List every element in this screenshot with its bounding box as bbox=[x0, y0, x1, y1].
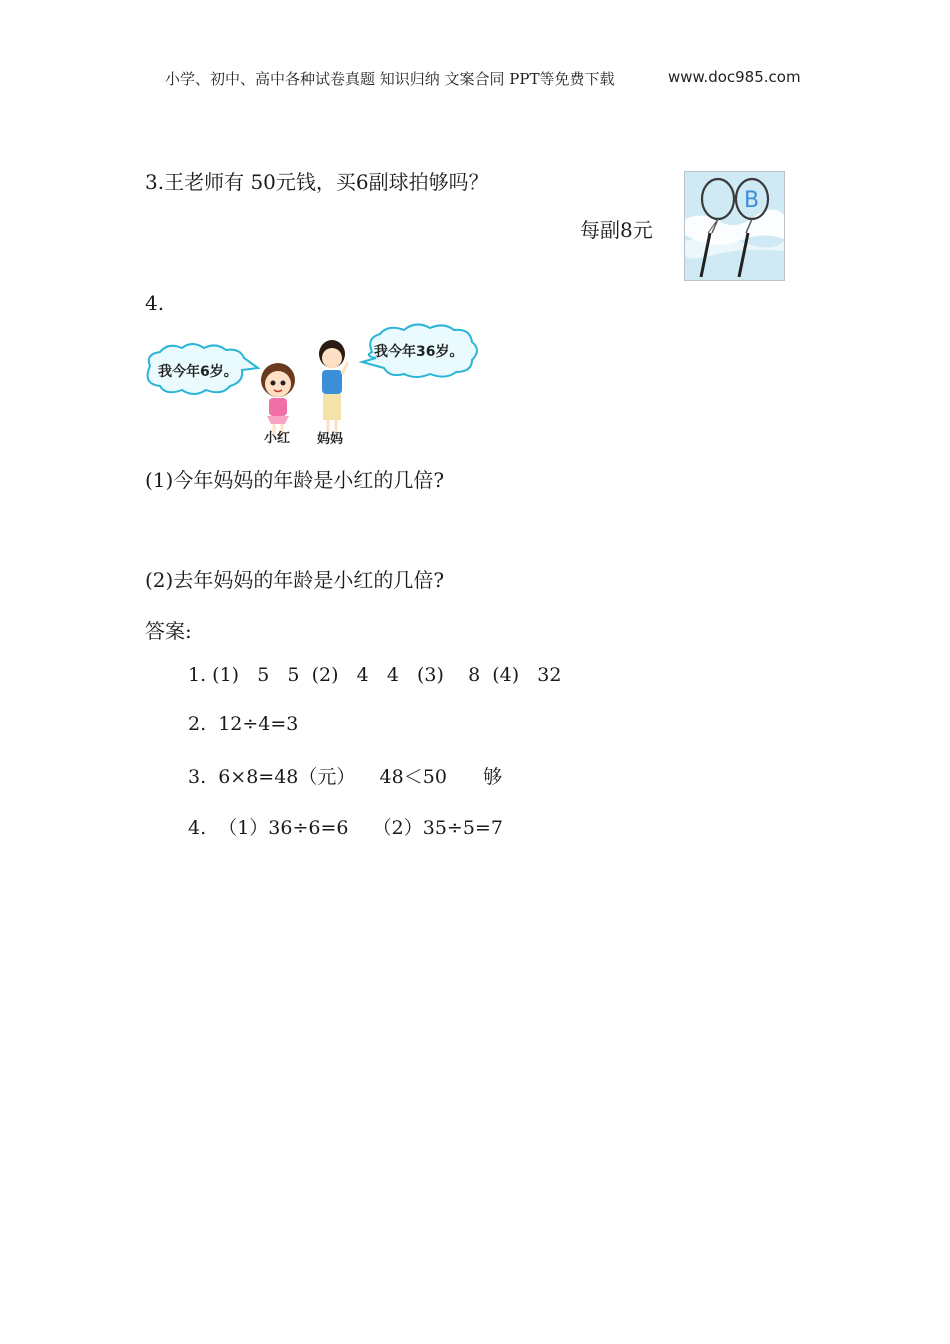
answer-line-2: 2. 12÷4=3 bbox=[188, 713, 299, 735]
answer-line-1: 1. (1) 5 5 (2) 4 4 (3) 8 (4) 32 bbox=[188, 664, 562, 686]
girl-figure bbox=[261, 363, 295, 434]
question-3: 3.王老师有 50元钱，买6副球拍够吗？ bbox=[145, 170, 489, 194]
mother-figure bbox=[319, 340, 348, 432]
answer-line-3: 3. 6×8=48（元） 48＜50 够 bbox=[188, 766, 503, 788]
age-illustration bbox=[140, 316, 490, 451]
bubble-xiaohong-text: 我今年6岁。 bbox=[158, 364, 238, 380]
header-url[interactable]: www.doc985.com bbox=[668, 68, 801, 86]
name-mama: 妈妈 bbox=[317, 432, 344, 447]
bubble-mama-text: 我今年36岁。 bbox=[374, 344, 464, 360]
header-text: 小学、初中、高中各种试卷真题 知识归纳 文案合同 PPT等免费下载 bbox=[165, 70, 615, 88]
name-xiaohong: 小红 bbox=[264, 431, 291, 446]
racket-letter: B bbox=[744, 188, 760, 213]
speech-bubble-mama bbox=[362, 324, 477, 377]
question-4-number: 4. bbox=[145, 291, 165, 315]
price-label: 每副8元 bbox=[580, 218, 653, 242]
badminton-racket-image bbox=[684, 171, 785, 281]
answer-line-4: 4. （1）36÷6=6 （2）35÷5=7 bbox=[188, 817, 503, 839]
question-4-sub2: (2)去年妈妈的年龄是小红的几倍? bbox=[145, 568, 445, 592]
answers-title: 答案: bbox=[145, 619, 192, 643]
speech-bubble-xiaohong bbox=[148, 344, 258, 394]
question-4-sub1: (1)今年妈妈的年龄是小红的几倍? bbox=[145, 468, 445, 492]
